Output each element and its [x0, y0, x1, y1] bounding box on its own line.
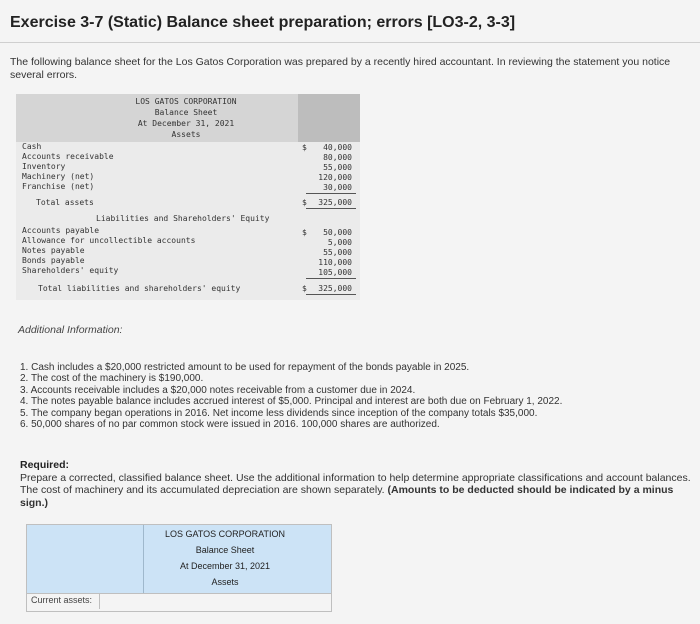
- answer-company: LOS GATOS CORPORATION: [143, 529, 307, 539]
- required-text: Prepare a corrected, classified balance sheet. Use the additional information to help determine appropriate classifications and account balances. The cost of machinery and its accumulated depreciation are shown separately.: [20, 471, 691, 496]
- total-liabilities-label: Total liabilities and shareholders' equity: [38, 284, 241, 293]
- currency-sign: $: [302, 143, 307, 152]
- sheet-company: LOS GATOS CORPORATION: [135, 97, 237, 106]
- current-assets-label: Current assets:: [31, 595, 93, 605]
- original-balance-sheet: [16, 94, 360, 300]
- intro-text: The following balance sheet for the Los Gatos Corporation was prepared by a recently hired accountant. In reviewing the statement you notice several errors.: [10, 56, 671, 81]
- answer-header-band: [27, 525, 331, 594]
- table-row[interactable]: [27, 593, 331, 609]
- asset-label: Inventory: [22, 162, 66, 171]
- additional-info-list: [20, 362, 690, 430]
- sheet-date: At December 31, 2021: [137, 119, 235, 128]
- subtotal-rule: [306, 278, 356, 279]
- total-assets-amount: 325,000: [318, 198, 352, 207]
- required-note: (Amounts to be deducted should be indicated by a minus sign.): [20, 484, 674, 509]
- list-item: 6. 50,000 shares of no par common stock were issued in 2016. 100,000 shares are authorized.: [20, 419, 440, 431]
- additional-info-heading: Additional Information:: [18, 324, 123, 336]
- total-rule: [306, 294, 356, 295]
- asset-amount: 80,000: [323, 153, 352, 162]
- liability-amount: 5,000: [327, 238, 352, 247]
- asset-label: Franchise (net): [22, 182, 95, 191]
- required-label: Required:: [20, 459, 70, 471]
- liability-label: Notes payable: [22, 246, 85, 255]
- liability-amount: 110,000: [318, 258, 352, 267]
- liability-label: Accounts payable: [22, 226, 100, 235]
- asset-amount: 40,000: [323, 143, 352, 152]
- sheet-assets-heading: Assets: [171, 130, 201, 139]
- answer-grid-line: [143, 525, 144, 593]
- liability-label: Bonds payable: [22, 256, 85, 265]
- subtotal-rule: [306, 193, 356, 194]
- asset-label: Accounts receivable: [22, 152, 114, 161]
- currency-sign: $: [302, 198, 307, 207]
- asset-label: Machinery (net): [22, 172, 95, 181]
- list-item: 4. The notes payable balance includes accrued interest of $5,000. Principal and interest are both due on February 1, 2022.: [20, 396, 563, 408]
- total-rule: [306, 208, 356, 209]
- liability-amount: 105,000: [318, 268, 352, 277]
- answer-assets-heading: Assets: [143, 577, 307, 587]
- asset-amount: 120,000: [318, 173, 352, 182]
- liability-label: Shareholders' equity: [22, 266, 119, 275]
- list-item: 5. The company began operations in 2016. Net income less dividends since inception of the company totals $35,000.: [20, 407, 538, 419]
- asset-amount: 30,000: [323, 183, 352, 192]
- total-liabilities-amount: 325,000: [318, 284, 352, 293]
- asset-amount: 55,000: [323, 163, 352, 172]
- exercise-title: Exercise 3-7 (Static) Balance sheet preparation; errors [LO3-2, 3-3]: [10, 14, 516, 31]
- answer-date: At December 31, 2021: [143, 561, 307, 571]
- liability-amount: 55,000: [323, 248, 352, 257]
- sheet-header-amount-band: [298, 94, 360, 142]
- title-divider: [0, 42, 700, 43]
- answer-table: [26, 524, 332, 612]
- required-section: [20, 459, 696, 509]
- total-assets-label: Total assets: [36, 198, 94, 207]
- asset-label: Cash: [22, 142, 42, 151]
- liabilities-heading: Liabilities and Shareholders' Equity: [96, 214, 270, 223]
- currency-sign: $: [302, 284, 307, 293]
- answer-statement: Balance Sheet: [143, 545, 307, 555]
- list-item: 2. The cost of the machinery is $190,000.: [20, 373, 204, 385]
- currency-sign: $: [302, 228, 307, 237]
- sheet-statement: Balance Sheet: [154, 108, 218, 117]
- list-item: 1. Cash includes a $20,000 restricted amount to be used for repayment of the bonds payable in 2025.: [20, 362, 470, 373]
- list-item: 3. Accounts receivable includes a $20,000 notes receivable from a customer due in 2024.: [20, 384, 416, 396]
- liability-amount: 50,000: [323, 228, 352, 237]
- liability-label: Allowance for uncollectible accounts: [22, 236, 196, 245]
